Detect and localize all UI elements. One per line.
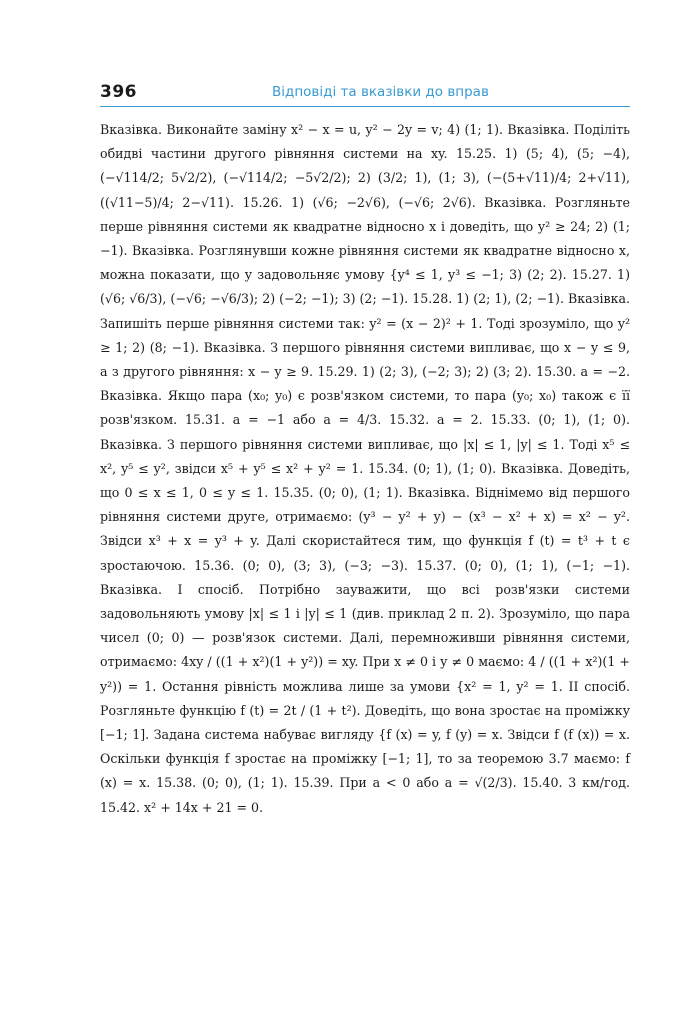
- answers-paragraph: Вказівка. Виконайте заміну x² − x = u, y² − 2y = v; 4) (1; 1). Вказівка. Поділіть обидві частини другого рівняння системи на xy. 15.25. 1) (5; 4), (5; −4), (−√114/2; 5√2/2), (−√114/2; −5√2/2); 2) (3/2; 1), (1; 3), (−(5+√11)/4; 2+√11), ((√11−5)/4; 2−√11). 15.26. 1) (√6; −2√6), (−√6; 2√6). Вказівка. Розгляньте перше рівняння системи як квадратне відносно x і доведіть, що y² ≥ 24; 2) (1; −1). Вказівка. Розглянувши кожне рівняння системи як квадратне відносно x, можна показати, що y задовольняє умову {y⁴ ≤ 1, y³ ≤ −1; 3) (2; 2). 15.27. 1) (√6; √6/3), (−√6; −√6/3); 2) (−2; −1); 3) (2; −1). 15.28. 1) (2; 1), (2; −1). Вказівка. Запишіть перше рівняння системи так: y² = (x − 2)² + 1. Тоді зрозуміло, що y² ≥ 1; 2) (8; −1). Вказівка. З першого рівняння системи випливає, що x − y ≤ 9, а з другого рівняння: x − y ≥ 9. 15.29. 1) (2; 3), (−2; 3); 2) (3; 2). 15.30. a = −2. Вказівка. Якщо пара (x₀; y₀) є розв'язком системи, то пара (y₀; x₀) також є її розв'язком. 15.31. a = −1 або a = 4/3. 15.32. a = 2. 15.33. (0; 1), (1; 0). Вказівка. З першого рівняння системи випливає, що |x| ≤ 1, |y| ≤ 1. Тоді x⁵ ≤ x², y⁵ ≤ y², звідси x⁵ + y⁵ ≤ x² + y² = 1. 15.34. (0; 1), (1; 0). Вказівка. Доведіть, що 0 ≤ x ≤ 1, 0 ≤ y ≤ 1. 15.35. (0; 0), (1; 1). Вказівка. Віднімемо від першого рівняння системи друге, отримаємо: (y³ − y² + y) − (x³ − x² + x) = x² − y². Звідси x³ + x = y³ + y. Далі скористайтеся тим, що функція f (t) = t³ + t є зростаючою. 15.36. (0; 0), (3; 3), (−3; −3). 15.37. (0; 0), (1; 1), (−1; −1). Вказівка. І спосіб. Потрібно зауважити, що всі розв'язки системи задовольняють умову |x| ≤ 1 і |y| ≤ 1 (див. приклад 2 п. 2). Зрозуміло, що пара чисел (0; 0) — розв'язок системи. Далі, перемноживши рівняння системи, отримаємо: 4xy / ((1 + x²)(1 + y²)) = xy. При x ≠ 0 і y ≠ 0 маємо: 4 / ((1 + x²)(1 + y²)) = 1. Остання рівність можлива лише за умови {x² = 1, y² = 1. ІІ спосіб. Розгляньте функцію f (t) = 2t / (1 + t²). Доведіть, що вона зростає на проміжку [−1; 1]. Задана система набуває вигляду {f (x) = y, f (y) = x. Звідси f (f (x)) = x. Оскільки функція f зростає на проміжку [−1; 1], то за теоремою 3.7 маємо: f (x) = x. 15.38. (0; 0), (1; 1). 15.39. При a < 0 або a = √(2/3). 15.40. 3 км/год. 15.42. x² + 14x + 21 = 0.: [100, 122, 630, 815]
- page-header: [100, 80, 630, 106]
- running-title: Відповіді та вказівки до вправ: [272, 84, 489, 100]
- header-divider: [100, 106, 630, 107]
- answers-text: [100, 118, 630, 820]
- page-number: 396: [100, 82, 137, 102]
